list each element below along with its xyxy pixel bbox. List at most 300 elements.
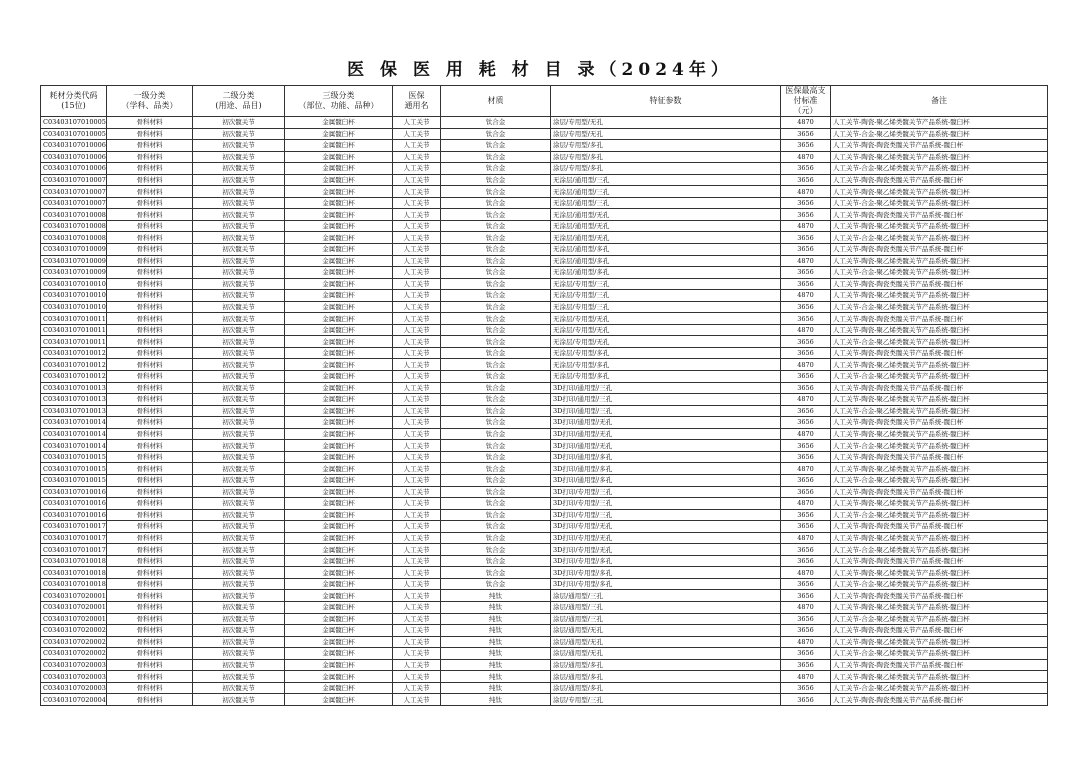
cell-generic-name: 人工关节	[393, 578, 441, 590]
cell-code: C03403107010011	[41, 336, 107, 348]
cell-material: 钛合金	[441, 301, 551, 313]
cell-level3: 金属髋臼杯	[285, 567, 393, 579]
cell-level1: 骨科材料	[107, 659, 193, 671]
cell-generic-name: 人工关节	[393, 209, 441, 221]
cell-generic-name: 人工关节	[393, 567, 441, 579]
cell-max-price: 4870	[781, 636, 831, 648]
cell-code: C03403107010014	[41, 417, 107, 429]
cell-note: 人工关节-陶瓷-聚乙烯类髋关节产品系统-髋臼杯	[831, 186, 1048, 198]
table-row	[41, 151, 1048, 163]
cell-feature: 无涂层/专用型/三孔	[551, 301, 781, 313]
cell-level1: 骨科材料	[107, 313, 193, 325]
cell-level2: 初次髋关节	[193, 613, 285, 625]
table-row	[41, 544, 1048, 556]
cell-max-price: 4870	[781, 532, 831, 544]
table-row	[41, 659, 1048, 671]
cell-generic-name: 人工关节	[393, 440, 441, 452]
cell-level3: 金属髋臼杯	[285, 659, 393, 671]
cell-note: 人工关节-合金-聚乙烯类髋关节产品系统-髋臼杯	[831, 544, 1048, 556]
cell-code: C03403107010006	[41, 151, 107, 163]
cell-generic-name: 人工关节	[393, 694, 441, 706]
cell-material: 纯钛	[441, 648, 551, 660]
cell-level2: 初次髋关节	[193, 532, 285, 544]
cell-feature: 无涂层/专用型/无孔	[551, 313, 781, 325]
cell-code: C03403107010013	[41, 405, 107, 417]
cell-level1: 骨科材料	[107, 567, 193, 579]
cell-material: 钛合金	[441, 382, 551, 394]
cell-level2: 初次髋关节	[193, 394, 285, 406]
cell-material: 钛合金	[441, 186, 551, 198]
cell-generic-name: 人工关节	[393, 648, 441, 660]
cell-code: C03403107010011	[41, 313, 107, 325]
cell-feature: 3D打印/通用型/多孔	[551, 451, 781, 463]
cell-code: C03403107020002	[41, 625, 107, 637]
cell-level3: 金属髋臼杯	[285, 521, 393, 533]
cell-material: 钛合金	[441, 336, 551, 348]
cell-material: 钛合金	[441, 578, 551, 590]
cell-code: C03403107010008	[41, 232, 107, 244]
cell-level1: 骨科材料	[107, 440, 193, 452]
cell-generic-name: 人工关节	[393, 117, 441, 129]
table-row	[41, 371, 1048, 383]
cell-code: C03403107010017	[41, 521, 107, 533]
cell-code: C03403107010016	[41, 486, 107, 498]
cell-level2: 初次髋关节	[193, 636, 285, 648]
cell-feature: 3D打印/通用型/无孔	[551, 417, 781, 429]
cell-feature: 无涂层/专用型/多孔	[551, 371, 781, 383]
cell-code: C03403107010015	[41, 463, 107, 475]
cell-code: C03403107020003	[41, 659, 107, 671]
cell-feature: 无涂层/专用型/多孔	[551, 347, 781, 359]
cell-material: 钛合金	[441, 359, 551, 371]
table-row	[41, 555, 1048, 567]
cell-material: 钛合金	[441, 567, 551, 579]
cell-generic-name: 人工关节	[393, 220, 441, 232]
cell-feature: 3D打印/通用型/无孔	[551, 440, 781, 452]
table-row	[41, 521, 1048, 533]
table-row	[41, 209, 1048, 221]
cell-feature: 3D打印/专用型/三孔	[551, 486, 781, 498]
table-body	[41, 117, 1048, 706]
table-row	[41, 220, 1048, 232]
cell-level3: 金属髋臼杯	[285, 544, 393, 556]
cell-level2: 初次髋关节	[193, 474, 285, 486]
cell-max-price: 3656	[781, 578, 831, 590]
cell-level1: 骨科材料	[107, 324, 193, 336]
header-feature: 特征参数	[551, 86, 781, 117]
cell-generic-name: 人工关节	[393, 371, 441, 383]
table-row	[41, 117, 1048, 129]
cell-level3: 金属髋臼杯	[285, 601, 393, 613]
cell-max-price: 4870	[781, 220, 831, 232]
cell-note: 人工关节-陶瓷-陶瓷类髋关节产品系统-髋臼杯	[831, 417, 1048, 429]
cell-feature: 3D打印/专用型/多孔	[551, 555, 781, 567]
cell-level2: 初次髋关节	[193, 140, 285, 152]
cell-code: C03403107020002	[41, 648, 107, 660]
cell-generic-name: 人工关节	[393, 278, 441, 290]
cell-generic-name: 人工关节	[393, 324, 441, 336]
cell-generic-name: 人工关节	[393, 474, 441, 486]
cell-note: 人工关节-陶瓷-聚乙烯类髋关节产品系统-髋臼杯	[831, 359, 1048, 371]
cell-level2: 初次髋关节	[193, 313, 285, 325]
cell-level2: 初次髋关节	[193, 405, 285, 417]
cell-feature: 3D打印/通用型/三孔	[551, 394, 781, 406]
table-row	[41, 278, 1048, 290]
cell-level1: 骨科材料	[107, 625, 193, 637]
table-row	[41, 267, 1048, 279]
cell-level2: 初次髋关节	[193, 151, 285, 163]
cell-generic-name: 人工关节	[393, 417, 441, 429]
cell-material: 钛合金	[441, 255, 551, 267]
cell-level1: 骨科材料	[107, 371, 193, 383]
cell-feature: 3D打印/通用型/多孔	[551, 463, 781, 475]
cell-max-price: 4870	[781, 359, 831, 371]
cell-max-price: 4870	[781, 463, 831, 475]
cell-level3: 金属髋臼杯	[285, 163, 393, 175]
cell-level2: 初次髋关节	[193, 555, 285, 567]
cell-level3: 金属髋臼杯	[285, 474, 393, 486]
cell-level3: 金属髋臼杯	[285, 590, 393, 602]
cell-note: 人工关节-陶瓷-聚乙烯类髋关节产品系统-髋臼杯	[831, 567, 1048, 579]
cell-material: 钛合金	[441, 371, 551, 383]
cell-feature: 涂层/专用型/多孔	[551, 151, 781, 163]
cell-level3: 金属髋臼杯	[285, 486, 393, 498]
cell-note: 人工关节-陶瓷-陶瓷类髋关节产品系统-髋臼杯	[831, 347, 1048, 359]
cell-level1: 骨科材料	[107, 613, 193, 625]
table-row	[41, 440, 1048, 452]
cell-max-price: 3656	[781, 209, 831, 221]
cell-code: C03403107010005	[41, 128, 107, 140]
cell-feature: 无涂层/专用型/多孔	[551, 359, 781, 371]
cell-level2: 初次髋关节	[193, 486, 285, 498]
table-row	[41, 613, 1048, 625]
cell-feature: 涂层/通用型/三孔	[551, 590, 781, 602]
cell-generic-name: 人工关节	[393, 197, 441, 209]
cell-code: C03403107010007	[41, 174, 107, 186]
cell-level3: 金属髋臼杯	[285, 440, 393, 452]
cell-feature: 涂层/专用型/多孔	[551, 163, 781, 175]
cell-material: 钛合金	[441, 405, 551, 417]
cell-level2: 初次髋关节	[193, 625, 285, 637]
table-row	[41, 625, 1048, 637]
cell-feature: 3D打印/通用型/三孔	[551, 405, 781, 417]
cell-level2: 初次髋关节	[193, 163, 285, 175]
cell-note: 人工关节-陶瓷-陶瓷类髋关节产品系统-髋臼杯	[831, 140, 1048, 152]
cell-generic-name: 人工关节	[393, 428, 441, 440]
cell-max-price: 3656	[781, 682, 831, 694]
cell-level1: 骨科材料	[107, 694, 193, 706]
cell-note: 人工关节-陶瓷-聚乙烯类髋关节产品系统-髋臼杯	[831, 220, 1048, 232]
cell-note: 人工关节-合金-聚乙烯类髋关节产品系统-髋臼杯	[831, 336, 1048, 348]
cell-material: 钛合金	[441, 140, 551, 152]
table-row	[41, 128, 1048, 140]
cell-note: 人工关节-陶瓷-聚乙烯类髋关节产品系统-髋臼杯	[831, 255, 1048, 267]
cell-material: 钛合金	[441, 555, 551, 567]
cell-feature: 涂层/通用型/无孔	[551, 636, 781, 648]
cell-note: 人工关节-陶瓷-聚乙烯类髋关节产品系统-髋臼杯	[831, 290, 1048, 302]
cell-generic-name: 人工关节	[393, 521, 441, 533]
cell-feature: 无涂层/通用型/三孔	[551, 186, 781, 198]
cell-generic-name: 人工关节	[393, 313, 441, 325]
cell-level1: 骨科材料	[107, 151, 193, 163]
cell-code: C03403107010007	[41, 197, 107, 209]
cell-generic-name: 人工关节	[393, 290, 441, 302]
cell-level1: 骨科材料	[107, 117, 193, 129]
cell-max-price: 3656	[781, 613, 831, 625]
cell-level1: 骨科材料	[107, 255, 193, 267]
cell-max-price: 4870	[781, 394, 831, 406]
cell-level1: 骨科材料	[107, 394, 193, 406]
cell-code: C03403107010009	[41, 267, 107, 279]
cell-level1: 骨科材料	[107, 301, 193, 313]
cell-level2: 初次髋关节	[193, 117, 285, 129]
cell-note: 人工关节-合金-聚乙烯类髋关节产品系统-髋臼杯	[831, 232, 1048, 244]
cell-level2: 初次髋关节	[193, 267, 285, 279]
cell-note: 人工关节-陶瓷-陶瓷类髋关节产品系统-髋臼杯	[831, 313, 1048, 325]
cell-material: 钛合金	[441, 209, 551, 221]
cell-feature: 无涂层/通用型/三孔	[551, 197, 781, 209]
cell-note: 人工关节-陶瓷-聚乙烯类髋关节产品系统-髋臼杯	[831, 151, 1048, 163]
cell-feature: 无涂层/通用型/多孔	[551, 255, 781, 267]
cell-code: C03403107010012	[41, 347, 107, 359]
cell-level3: 金属髋臼杯	[285, 636, 393, 648]
cell-level2: 初次髋关节	[193, 417, 285, 429]
cell-level2: 初次髋关节	[193, 451, 285, 463]
cell-level2: 初次髋关节	[193, 359, 285, 371]
cell-generic-name: 人工关节	[393, 359, 441, 371]
cell-note: 人工关节-陶瓷-陶瓷类髋关节产品系统-髋臼杯	[831, 625, 1048, 637]
cell-generic-name: 人工关节	[393, 555, 441, 567]
cell-note: 人工关节-合金-聚乙烯类髋关节产品系统-髋臼杯	[831, 474, 1048, 486]
cell-level3: 金属髋臼杯	[285, 694, 393, 706]
cell-generic-name: 人工关节	[393, 498, 441, 510]
cell-note: 人工关节-合金-聚乙烯类髋关节产品系统-髋臼杯	[831, 371, 1048, 383]
header-level3: 三级分类 （部位、功能、品种）	[285, 86, 393, 117]
table-row	[41, 474, 1048, 486]
cell-note: 人工关节-合金-聚乙烯类髋关节产品系统-髋臼杯	[831, 440, 1048, 452]
cell-code: C03403107010008	[41, 220, 107, 232]
cell-note: 人工关节-合金-聚乙烯类髋关节产品系统-髋臼杯	[831, 578, 1048, 590]
cell-material: 钛合金	[441, 313, 551, 325]
cell-note: 人工关节-陶瓷-陶瓷类髋关节产品系统-髋臼杯	[831, 451, 1048, 463]
cell-generic-name: 人工关节	[393, 544, 441, 556]
cell-level3: 金属髋臼杯	[285, 555, 393, 567]
table-row	[41, 590, 1048, 602]
cell-max-price: 3656	[781, 313, 831, 325]
cell-note: 人工关节-陶瓷-聚乙烯类髋关节产品系统-髋臼杯	[831, 601, 1048, 613]
cell-level1: 骨科材料	[107, 140, 193, 152]
cell-level3: 金属髋臼杯	[285, 209, 393, 221]
cell-feature: 3D打印/专用型/无孔	[551, 544, 781, 556]
cell-level3: 金属髋臼杯	[285, 509, 393, 521]
cell-material: 纯钛	[441, 625, 551, 637]
cell-generic-name: 人工关节	[393, 613, 441, 625]
cell-material: 钛合金	[441, 220, 551, 232]
cell-code: C03403107010009	[41, 244, 107, 256]
cell-level2: 初次髋关节	[193, 371, 285, 383]
cell-level3: 金属髋臼杯	[285, 336, 393, 348]
cell-generic-name: 人工关节	[393, 682, 441, 694]
cell-max-price: 3656	[781, 521, 831, 533]
table-row	[41, 186, 1048, 198]
cell-material: 钛合金	[441, 347, 551, 359]
cell-material: 纯钛	[441, 613, 551, 625]
cell-max-price: 4870	[781, 151, 831, 163]
cell-feature: 涂层/专用型/无孔	[551, 117, 781, 129]
cell-note: 人工关节-合金-聚乙烯类髋关节产品系统-髋臼杯	[831, 301, 1048, 313]
cell-code: C03403107010015	[41, 451, 107, 463]
cell-level3: 金属髋臼杯	[285, 428, 393, 440]
cell-material: 钛合金	[441, 486, 551, 498]
cell-feature: 涂层/专用型/无孔	[551, 128, 781, 140]
table-row	[41, 671, 1048, 683]
cell-generic-name: 人工关节	[393, 394, 441, 406]
cell-note: 人工关节-陶瓷-聚乙烯类髋关节产品系统-髋臼杯	[831, 498, 1048, 510]
cell-note: 人工关节-合金-聚乙烯类髋关节产品系统-髋臼杯	[831, 197, 1048, 209]
cell-code: C03403107010014	[41, 428, 107, 440]
cell-level2: 初次髋关节	[193, 128, 285, 140]
cell-max-price: 3656	[781, 382, 831, 394]
cell-max-price: 3656	[781, 544, 831, 556]
cell-material: 钛合金	[441, 267, 551, 279]
cell-feature: 无涂层/专用型/三孔	[551, 278, 781, 290]
cell-level3: 金属髋臼杯	[285, 613, 393, 625]
cell-level3: 金属髋臼杯	[285, 174, 393, 186]
cell-generic-name: 人工关节	[393, 659, 441, 671]
table-row	[41, 359, 1048, 371]
table-row	[41, 498, 1048, 510]
cell-material: 钛合金	[441, 509, 551, 521]
cell-note: 人工关节-陶瓷-聚乙烯类髋关节产品系统-髋臼杯	[831, 636, 1048, 648]
cell-max-price: 3656	[781, 140, 831, 152]
cell-level2: 初次髋关节	[193, 682, 285, 694]
cell-code: C03403107010016	[41, 498, 107, 510]
cell-code: C03403107020003	[41, 671, 107, 683]
cell-level2: 初次髋关节	[193, 244, 285, 256]
cell-level1: 骨科材料	[107, 463, 193, 475]
cell-level2: 初次髋关节	[193, 601, 285, 613]
cell-max-price: 3656	[781, 625, 831, 637]
cell-max-price: 3656	[781, 440, 831, 452]
cell-generic-name: 人工关节	[393, 532, 441, 544]
cell-level1: 骨科材料	[107, 267, 193, 279]
cell-material: 钛合金	[441, 521, 551, 533]
cell-generic-name: 人工关节	[393, 405, 441, 417]
cell-level1: 骨科材料	[107, 244, 193, 256]
cell-level1: 骨科材料	[107, 451, 193, 463]
cell-level1: 骨科材料	[107, 174, 193, 186]
cell-level1: 骨科材料	[107, 405, 193, 417]
cell-level2: 初次髋关节	[193, 278, 285, 290]
cell-level2: 初次髋关节	[193, 498, 285, 510]
table-row	[41, 417, 1048, 429]
cell-level3: 金属髋臼杯	[285, 382, 393, 394]
cell-code: C03403107010010	[41, 278, 107, 290]
cell-level2: 初次髋关节	[193, 186, 285, 198]
cell-material: 钛合金	[441, 163, 551, 175]
header-max-price: 医保最高支付标准 （元）	[781, 86, 831, 117]
cell-level3: 金属髋臼杯	[285, 405, 393, 417]
cell-note: 人工关节-陶瓷-陶瓷类髋关节产品系统-髋臼杯	[831, 590, 1048, 602]
table-row	[41, 463, 1048, 475]
cell-material: 钛合金	[441, 451, 551, 463]
cell-note: 人工关节-陶瓷-陶瓷类髋关节产品系统-髋臼杯	[831, 521, 1048, 533]
cell-level1: 骨科材料	[107, 682, 193, 694]
cell-max-price: 3656	[781, 694, 831, 706]
cell-generic-name: 人工关节	[393, 232, 441, 244]
cell-level1: 骨科材料	[107, 498, 193, 510]
cell-generic-name: 人工关节	[393, 636, 441, 648]
cell-level3: 金属髋臼杯	[285, 648, 393, 660]
cell-level3: 金属髋臼杯	[285, 290, 393, 302]
cell-code: C03403107010006	[41, 140, 107, 152]
cell-material: 纯钛	[441, 659, 551, 671]
cell-level1: 骨科材料	[107, 509, 193, 521]
cell-material: 纯钛	[441, 636, 551, 648]
cell-feature: 3D打印/专用型/多孔	[551, 578, 781, 590]
cell-feature: 涂层/专用型/多孔	[551, 140, 781, 152]
cell-max-price: 4870	[781, 428, 831, 440]
table-row	[41, 347, 1048, 359]
cell-note: 人工关节-陶瓷-陶瓷类髋关节产品系统-髋臼杯	[831, 244, 1048, 256]
table-row	[41, 301, 1048, 313]
table-row	[41, 567, 1048, 579]
cell-max-price: 4870	[781, 290, 831, 302]
cell-code: C03403107010013	[41, 394, 107, 406]
cell-generic-name: 人工关节	[393, 255, 441, 267]
cell-level3: 金属髋臼杯	[285, 301, 393, 313]
cell-level1: 骨科材料	[107, 336, 193, 348]
cell-note: 人工关节-陶瓷-陶瓷类髋关节产品系统-髋臼杯	[831, 382, 1048, 394]
cell-level1: 骨科材料	[107, 428, 193, 440]
cell-code: C03403107010007	[41, 186, 107, 198]
cell-level2: 初次髋关节	[193, 521, 285, 533]
cell-material: 纯钛	[441, 682, 551, 694]
cell-feature: 无涂层/通用型/无孔	[551, 220, 781, 232]
cell-generic-name: 人工关节	[393, 463, 441, 475]
cell-feature: 涂层/专用型/三孔	[551, 694, 781, 706]
table-row	[41, 509, 1048, 521]
cell-level3: 金属髋臼杯	[285, 151, 393, 163]
cell-material: 钛合金	[441, 463, 551, 475]
cell-level3: 金属髋臼杯	[285, 186, 393, 198]
cell-level3: 金属髋臼杯	[285, 417, 393, 429]
cell-note: 人工关节-陶瓷-聚乙烯类髋关节产品系统-髋臼杯	[831, 532, 1048, 544]
cell-code: C03403107010018	[41, 578, 107, 590]
table-row	[41, 140, 1048, 152]
cell-level3: 金属髋臼杯	[285, 463, 393, 475]
cell-generic-name: 人工关节	[393, 590, 441, 602]
cell-level3: 金属髋臼杯	[285, 394, 393, 406]
cell-material: 钛合金	[441, 290, 551, 302]
table-row	[41, 232, 1048, 244]
cell-code: C03403107010012	[41, 371, 107, 383]
cell-level3: 金属髋臼杯	[285, 278, 393, 290]
cell-level2: 初次髋关节	[193, 544, 285, 556]
table-row	[41, 694, 1048, 706]
cell-generic-name: 人工关节	[393, 163, 441, 175]
cell-level1: 骨科材料	[107, 532, 193, 544]
table-row	[41, 244, 1048, 256]
cell-max-price: 3656	[781, 486, 831, 498]
cell-level3: 金属髋臼杯	[285, 128, 393, 140]
table-row	[41, 197, 1048, 209]
cell-material: 钛合金	[441, 128, 551, 140]
cell-note: 人工关节-陶瓷-聚乙烯类髋关节产品系统-髋臼杯	[831, 394, 1048, 406]
cell-level2: 初次髋关节	[193, 174, 285, 186]
cell-note: 人工关节-陶瓷-陶瓷类髋关节产品系统-髋臼杯	[831, 209, 1048, 221]
cell-note: 人工关节-合金-聚乙烯类髋关节产品系统-髋臼杯	[831, 128, 1048, 140]
